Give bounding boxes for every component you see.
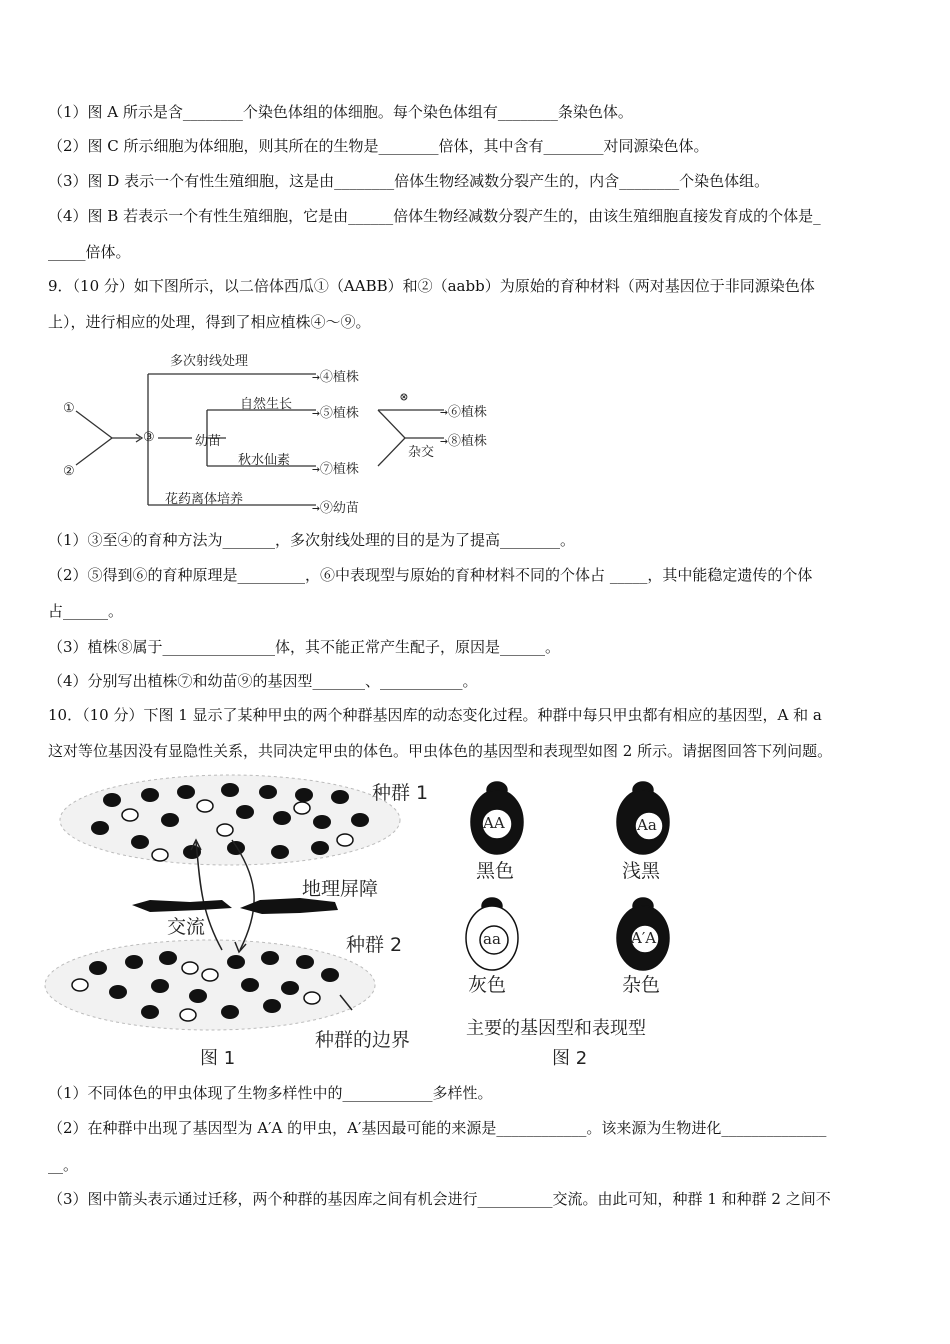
- q9-answer-2b: 占______。: [48, 602, 124, 620]
- plant-5: →⑤植株: [312, 406, 359, 421]
- q10-answer-2: （2）在种群中出现了基因型为 A′A 的甲虫，A′基因最可能的来源是____________。该来源为生物进化______________: [48, 1119, 827, 1137]
- q8-line-2: （2）图 C 所示细胞为体细胞，则其所在的生物是________倍体，其中含有________对同源染色体。: [48, 137, 709, 155]
- q9-stem-1: 9．（10 分）如下图所示，以二倍体西瓜①（AABB）和②（aabb）为原始的育种材料（两对基因位于非同源染色体: [48, 277, 815, 295]
- treatment-natural: 自然生长: [240, 397, 293, 412]
- node-1: ①: [63, 401, 75, 416]
- phenotype-light-black: 浅黑: [622, 860, 661, 882]
- plant-8: →⑧植株: [440, 434, 487, 449]
- exchange-label: 交流: [167, 916, 206, 938]
- phenotype-gray: 灰色: [468, 974, 507, 996]
- population-boundary-label: 种群的边界: [315, 1029, 411, 1051]
- self-cross-symbol: ⊗: [400, 390, 408, 405]
- cross-label: 杂交: [408, 445, 435, 460]
- node-2: ②: [63, 464, 75, 479]
- q10-stem-2: 这对等位基因没有显隐性关系，共同决定甲虫的体色。甲虫体色的基因型和表现型如图 2 所示。请据图回答下列问题。: [48, 742, 833, 760]
- treatment-colchicine: 秋水仙素: [238, 453, 291, 468]
- genotype-AprimeA: A′A: [631, 929, 657, 947]
- phenotype-mixed: 杂色: [622, 974, 661, 996]
- q10-answer-3: （3）图中箭头表示通过迁移，两个种群的基因库之间有机会进行__________交流。由此可知，种群 1 和种群 2 之间不: [48, 1190, 831, 1208]
- genotype-AA: AA: [483, 814, 505, 832]
- plant-4: →④植株: [312, 370, 359, 385]
- phenotype-black: 黑色: [476, 860, 515, 882]
- q8-line-5: _____倍体。: [48, 243, 131, 261]
- genotype-Aa: Aa: [637, 816, 657, 834]
- geographic-barrier-label: 地理屏障: [302, 878, 379, 900]
- figure-2-subtitle: 主要的基因型和表现型: [466, 1018, 646, 1039]
- q8-line-1: （1）图 A 所示是含________个染色体组的体细胞。每个染色体组有________条染色体。: [48, 103, 633, 121]
- population-1-label: 种群 1: [372, 782, 429, 804]
- genotype-aa: aa: [483, 930, 501, 948]
- q9-answer-2: （2）⑤得到⑥的育种原理是_________，⑥中表现型与原始的育种材料不同的个体占 _____，其中能稳定遗传的个体: [48, 566, 813, 584]
- q9-answer-3: （3）植株⑧属于_______________体，其不能正常产生配子，原因是______。: [48, 638, 561, 656]
- treatment-radiation: 多次射线处理: [170, 354, 249, 369]
- q9-answer-1: （1）③至④的育种方法为_______，多次射线处理的目的是为了提高________。: [48, 531, 576, 549]
- figure-1-caption: 图 1: [200, 1048, 236, 1069]
- q9-stem-2: 上），进行相应的处理，得到了相应植株④～⑨。: [48, 313, 371, 331]
- q8-line-4: （4）图 B 若表示一个有性生殖细胞，它是由______倍体生物经减数分裂产生的，由该生殖细胞直接发育成的个体是_: [48, 207, 821, 225]
- q10-stem-1: 10．（10 分）下图 1 显示了某种甲虫的两个种群基因库的动态变化过程。种群中每只甲虫都有相应的基因型，A 和 a: [48, 706, 822, 724]
- q9-answer-4: （4）分别写出植株⑦和幼苗⑨的基因型_______、___________。: [48, 672, 478, 690]
- q10-answer-2b: __。: [48, 1156, 79, 1174]
- figure-2-caption: 图 2: [552, 1048, 588, 1069]
- node-3: ③: [143, 430, 155, 445]
- q8-line-3: （3）图 D 表示一个有性生殖细胞，这是由________倍体生物经减数分裂产生的，内含________个染色体组。: [48, 172, 770, 190]
- seedling-label: 幼苗: [195, 434, 222, 449]
- plant-6: →⑥植株: [440, 405, 487, 420]
- plant-7: →⑦植株: [312, 462, 359, 477]
- treatment-anther: 花药离体培养: [165, 492, 244, 507]
- q10-answer-1: （1）不同体色的甲虫体现了生物多样性中的____________多样性。: [48, 1084, 493, 1102]
- seedling-9: →⑨幼苗: [312, 501, 359, 516]
- population-2-label: 种群 2: [346, 934, 403, 956]
